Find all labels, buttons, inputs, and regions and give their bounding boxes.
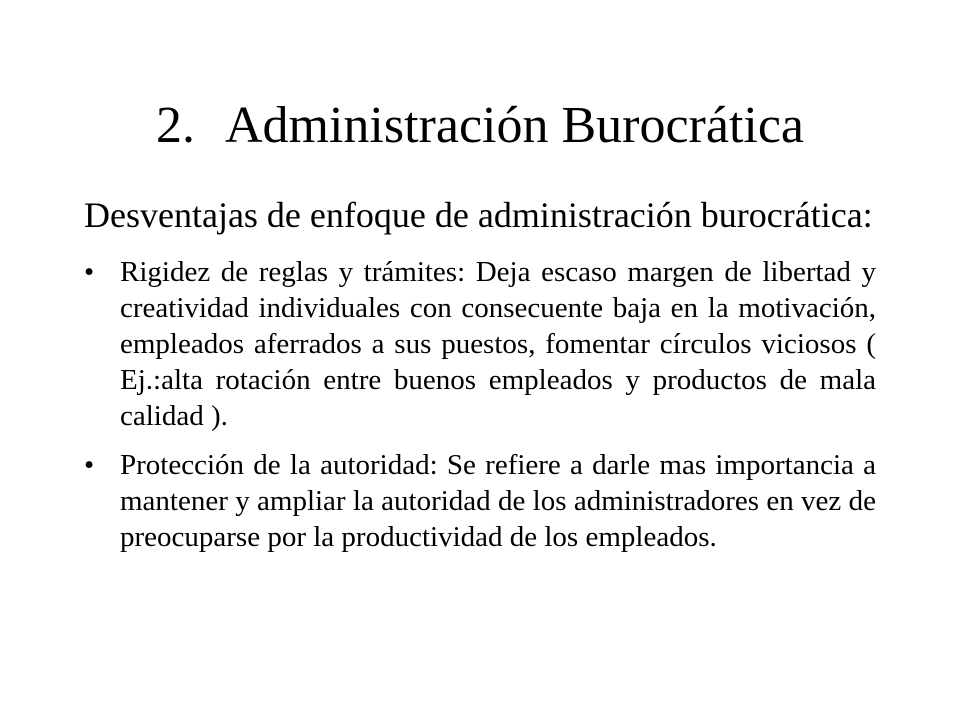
lead-paragraph: Desventajas de enfoque de administración burocrática: — [84, 195, 873, 235]
bullet-text: Protección de la autoridad: Se refiere a darle mas importancia a mantener y ampliar la autoridad de los administradores en vez de preocuparse por la productividad de los empleados. — [120, 449, 876, 553]
bullet-icon: • — [84, 449, 95, 481]
bullet-item-rigidez — [84, 254, 876, 434]
slide-content — [84, 192, 876, 568]
slide-title — [0, 96, 960, 156]
title-number: 2. — [155, 97, 195, 154]
bullet-item-proteccion — [84, 447, 876, 555]
bullet-text: Rigidez de reglas y trámites: Deja escaso margen de libertad y creatividad individuales con consecuente baja en la motivación, empleados aferrados a sus puestos, fomentar círculos viciosos ( Ej.:alta rotación entre buenos empleados y productos de mala calidad ). — [120, 256, 876, 432]
title-text: Administración Burocrática — [224, 97, 805, 154]
bullet-icon: • — [84, 256, 95, 288]
